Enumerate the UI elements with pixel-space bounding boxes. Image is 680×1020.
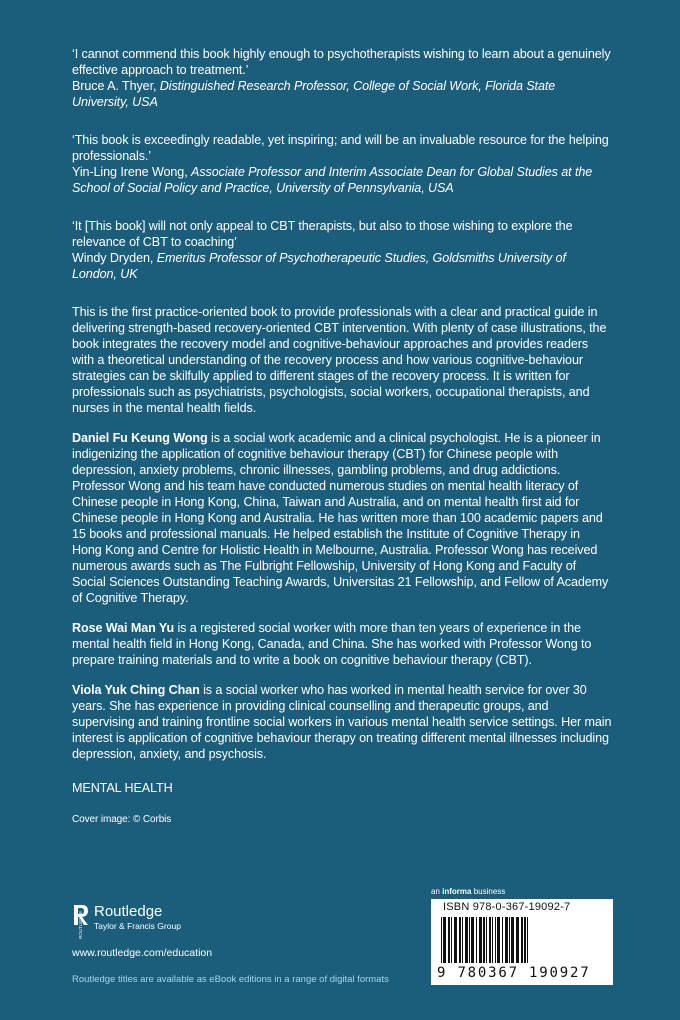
barcode-bar <box>471 917 474 963</box>
informa-prefix: an <box>431 887 443 896</box>
reviewer-name: Yin-Ling Irene Wong, <box>72 165 188 179</box>
barcode-bar <box>502 917 503 963</box>
barcode-bar <box>486 917 487 963</box>
informa-suffix: business <box>471 887 506 896</box>
reviewer-role: Emeritus Professor of Psychotherapeutic Studies, Goldsmiths University of London, UK <box>72 251 566 281</box>
publisher-url[interactable]: www.routledge.com/education <box>72 947 213 959</box>
routledge-logo <box>72 903 392 941</box>
author-name: Daniel Fu Keung Wong <box>72 431 208 445</box>
barcode-bar <box>443 917 446 963</box>
barcode-bar <box>509 917 510 963</box>
author-name: Rose Wai Man Yu <box>72 621 175 635</box>
back-cover-text <box>72 46 612 828</box>
barcode-bar <box>489 917 491 963</box>
barcode-bar <box>479 917 482 963</box>
author-bio-1 <box>72 430 612 606</box>
barcode-bar <box>459 917 461 963</box>
publisher-name: Routledge <box>94 903 163 920</box>
barcode-bars <box>437 917 607 963</box>
subject-category: MENTAL HEALTH <box>72 781 173 795</box>
quote-attribution <box>72 164 612 196</box>
description-text: This is the first practice-oriented book to provide professionals with a clear and practical guide in delivering strength-based recovery-oriented CBT intervention. With plenty of case illustrations, the book integrates the recovery model and cognitive-behaviour approaches and provides readers with a theoretical understanding of the recovery process and how various cognitive-behaviour strategies can be skilfully applied to different stages of the recovery process. It is written for professionals such as psychiatrists, psychologists, social workers, occupational therapists, and nurses in the mental health fields. <box>72 305 607 415</box>
barcode-bar <box>448 917 450 963</box>
review-quote-3 <box>72 218 612 282</box>
book-description <box>72 304 612 416</box>
barcode-bar <box>465 917 468 963</box>
barcode-bar <box>497 917 500 963</box>
author-bio-text: is a social work academic and a clinical psychologist. He is a pioneer in indigenizing the application of cognitive behaviour therapy (CBT) for Chinese people with depression, anxiety problems, chronic illnesses, gambling problems, and drug addictions. Professor Wong and his team have conducted numerous studies on mental health literacy of Chinese people in Hong Kong, China, Taiwan and Australia, and on mental health first aid for Chinese people in Hong Kong and Australia. He has written more than 100 academic papers and 15 books and professional manuals. He helped establish the Institute of Cognitive Therapy in Hong Kong and Centre for Holistic Health in Melbourne, Australia. Professor Wong has received numerous awards such as The Fulbright Fellowship, University of Hong Kong and Faculty of Social Sciences Outstanding Teaching Awards, Universitas 21 Fellowship, and Fellow of Academy of Cognitive Therapy. <box>72 431 609 605</box>
barcode-bar <box>527 917 528 963</box>
author-bio-text: is a registered social worker with more than ten years of experience in the mental health field in Hong Kong, Canada, and China. She has worked with Professor Wong to prepare training materials and to write a book on cognitive behaviour therapy (CBT). <box>72 621 592 667</box>
author-bio-3 <box>72 682 612 762</box>
author-name: Viola Yuk Ching Chan <box>72 683 200 697</box>
barcode-bar <box>524 917 526 963</box>
barcode-bar <box>492 917 493 963</box>
barcode-bar <box>511 917 514 963</box>
barcode-digits: 9 780367 190927 <box>437 965 591 981</box>
reviewer-name: Bruce A. Thyer, <box>72 79 157 93</box>
barcode-bar <box>451 917 452 963</box>
barcode-bar <box>441 917 442 963</box>
barcode-area <box>431 887 613 985</box>
routledge-vertical-text: ROUTLEDGE <box>78 910 83 939</box>
barcode-bar <box>516 917 519 963</box>
isbn-text: ISBN 978-0-367-19092-7 <box>443 901 571 913</box>
publisher-wordmark <box>94 903 181 931</box>
ebook-note: Routledge titles are available as eBook editions in a range of digital formats <box>72 974 389 985</box>
barcode-bar <box>476 917 477 963</box>
barcode-bar <box>495 917 496 963</box>
barcode-bar <box>483 917 485 963</box>
cover-image-credit: Cover image: © Corbis <box>72 814 172 825</box>
author-bio-text: is a social worker who has worked in mental health service for over 30 years. She has experience in providing clinical counselling and therapeutic groups, and supervising and training frontline social workers in various mental health service settings. Her main interest is application of cognitive behaviour therapy on treating different mental illnesses including depression, anxiety, and psychosis. <box>72 683 612 761</box>
reviewer-name: Windy Dryden, <box>72 251 154 265</box>
author-bio-2 <box>72 620 612 668</box>
barcode-bar <box>454 917 457 963</box>
quote-attribution <box>72 250 612 282</box>
informa-brand: informa <box>442 887 472 896</box>
review-quote-2 <box>72 132 612 196</box>
informa-business-tag <box>431 887 613 897</box>
quote-text: ‘I cannot commend this book highly enough to psychotherapists wishing to learn about a genuinely effective approach to treatment.’ <box>72 47 611 77</box>
publisher-block <box>72 903 392 959</box>
review-quote-1 <box>72 46 612 110</box>
routledge-r-logo-icon <box>72 903 90 941</box>
quote-text: ‘This book is exceedingly readable, yet inspiring; and will be an invaluable resource for the helping professionals.’ <box>72 133 609 163</box>
quote-attribution <box>72 78 612 110</box>
quote-text: ‘It [This book] will not only appeal to CBT therapists, but also to those wishing to explore the relevance of CBT to coaching’ <box>72 219 573 249</box>
barcode-bar <box>469 917 470 963</box>
barcode-box <box>431 899 613 985</box>
reviewer-role: Distinguished Research Professor, College of Social Work, Florida State University, USA <box>72 79 556 109</box>
barcode-bar <box>462 917 463 963</box>
publisher-group: Taylor & Francis Group <box>94 921 181 931</box>
barcode-bar <box>521 917 523 963</box>
barcode-bar <box>505 917 508 963</box>
reviewer-role: Associate Professor and Interim Associate Dean for Global Studies at the School of Social Policy and Practice, University of Pennsylvania, USA <box>72 165 593 195</box>
